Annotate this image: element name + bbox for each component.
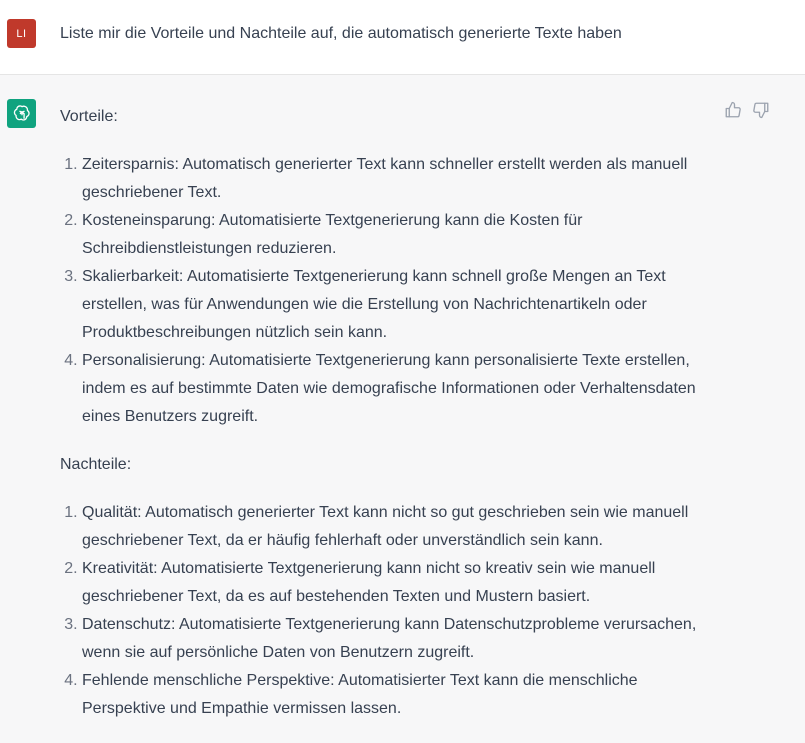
disadvantage-item: 3. Datenschutz: Automatisierte Textgenerierung kann Datenschutzprobleme verursachen, wenn sie auf persönliche Daten von Benutzern zugreift.: [82, 611, 725, 667]
disadvantage-item: 4. Fehlende menschliche Perspektive: Automatisierter Text kann die menschliche Perspektive und Empathie vermissen lassen.: [82, 667, 725, 723]
user-avatar: LI: [7, 19, 36, 48]
assistant-avatar: [7, 99, 36, 128]
assistant-message-content: [60, 103, 725, 743]
user-message-text: Liste mir die Vorteile und Nachteile auf, die automatisch generierte Texte haben: [60, 25, 622, 42]
feedback-buttons: [724, 101, 770, 119]
disadvantage-item: 2. Kreativität: Automatisierte Textgenerierung kann nicht so kreativ sein wie manuell geschriebener Text, da es auf bestehenden Texten und Mustern basiert.: [82, 555, 725, 611]
disadvantage-item: 1. Qualität: Automatisch generierter Text kann nicht so gut geschrieben sein wie manuell geschriebener Text, da er häufig fehlerhaft oder unverständlich sein kann.: [82, 499, 725, 555]
advantage-item: 2. Kosteneinsparung: Automatisierte Textgenerierung kann die Kosten für Schreibdienstleistungen reduzieren.: [82, 207, 725, 263]
thumbs-down-icon[interactable]: [752, 101, 770, 119]
thumbs-up-icon[interactable]: [724, 101, 742, 119]
advantage-item: 3. Skalierbarkeit: Automatisierte Textgenerierung kann schnell große Mengen an Text erstellen, was für Anwendungen wie die Erstellung von Nachrichtenartikeln oder Produktbeschreibungen nützlich sein kann.: [82, 263, 725, 347]
advantage-item: 4. Personalisierung: Automatisierte Textgenerierung kann personalisierte Texte erstellen, indem es auf bestimmte Daten wie demografische Informationen oder Verhaltensdaten eines Benutzers zugreift.: [82, 347, 725, 431]
user-message-row: [0, 0, 805, 75]
advantages-heading: Vorteile:: [60, 108, 118, 125]
advantages-list: [60, 151, 725, 431]
assistant-message-row: [0, 75, 805, 733]
disadvantages-list: [60, 499, 725, 723]
disadvantages-heading: Nachteile:: [60, 456, 132, 473]
openai-logo-icon: [12, 104, 32, 124]
advantage-item: 1. Zeitersparnis: Automatisch generierter Text kann schneller erstellt werden als manuell geschriebener Text.: [82, 151, 725, 207]
